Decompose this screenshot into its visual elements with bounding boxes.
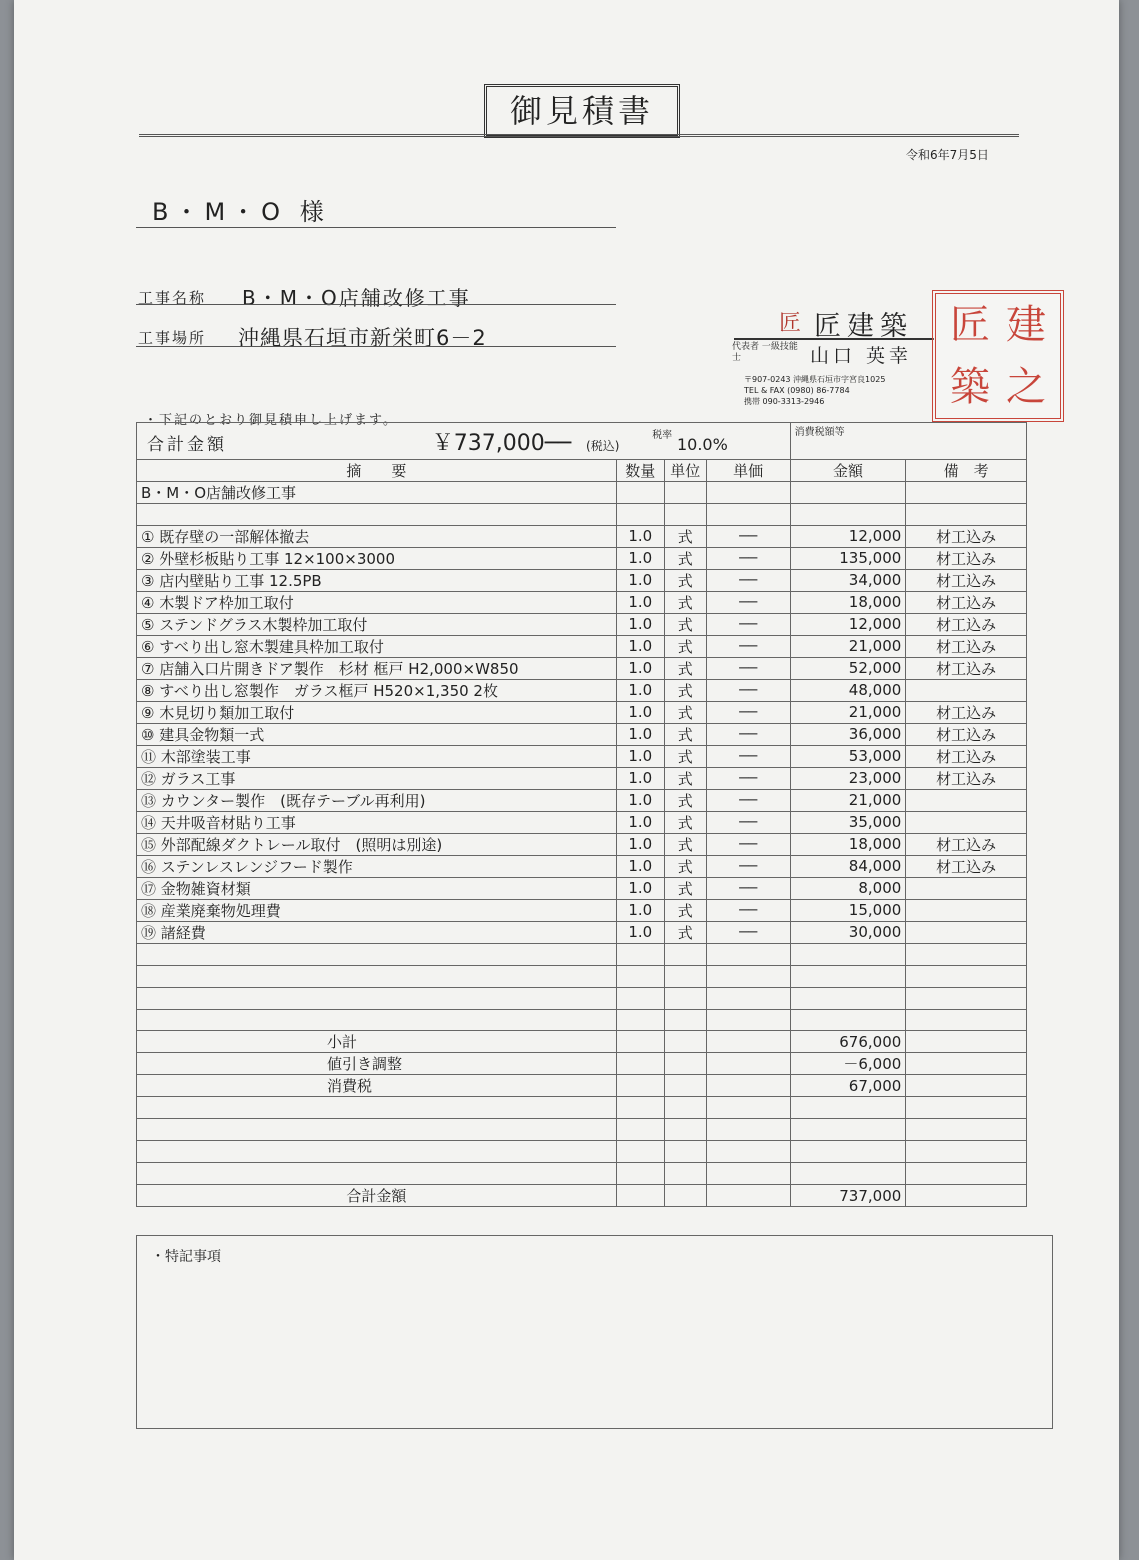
item-unit: 式 [664,635,706,657]
grand-total-label: 合計金額 [137,1185,617,1207]
item-unit: 式 [664,525,706,547]
blank-row [137,1119,1027,1141]
table-cell [616,1009,664,1031]
item-note: 材工込み [906,723,1027,745]
table-cell [137,1097,617,1119]
item-unit: 式 [664,679,706,701]
table-cell [706,1075,790,1097]
summary-row [137,423,1027,460]
item-unit: 式 [664,833,706,855]
item-description: ③ 店内壁貼り工事 12.5PB [137,569,617,591]
table-cell [616,1185,664,1207]
blank-row [137,504,1027,526]
item-quantity: 1.0 [616,635,664,657]
line-item-row [137,723,1027,745]
item-unit-price: ── [706,679,790,701]
line-item-row [137,679,1027,701]
item-description: ④ 木製ドア枠加工取付 [137,591,617,613]
item-quantity: 1.0 [616,855,664,877]
special-notes-label: ・特記事項 [151,1249,221,1265]
table-cell [137,1141,617,1163]
item-description: ⑫ ガラス工事 [137,767,617,789]
item-unit-price: ── [706,613,790,635]
blank-row [137,987,1027,1009]
tax-label: 消費税 [137,1075,617,1097]
item-unit-price: ── [706,569,790,591]
table-cell [790,987,906,1009]
item-amount: 36,000 [790,723,906,745]
column-headers [137,460,1027,482]
item-note: 材工込み [906,525,1027,547]
item-quantity: 1.0 [616,723,664,745]
item-quantity: 1.0 [616,833,664,855]
line-item-row [137,921,1027,943]
item-amount: 34,000 [790,569,906,591]
table-cell [790,1097,906,1119]
item-note [906,877,1027,899]
table-cell [906,1053,1027,1075]
item-quantity: 1.0 [616,569,664,591]
item-unit: 式 [664,855,706,877]
item-unit-price: ── [706,635,790,657]
table-cell [906,1075,1027,1097]
amount-header: 金額 [790,460,906,482]
table-cell [706,943,790,965]
client-underline [136,227,616,228]
item-unit: 式 [664,899,706,921]
table-cell [790,1141,906,1163]
item-unit: 式 [664,723,706,745]
line-item-row [137,789,1027,811]
line-item-row [137,569,1027,591]
table-cell [664,1097,706,1119]
company-name: 匠建築 [814,311,913,342]
table-cell [706,1097,790,1119]
item-description: ⑪ 木部塗装工事 [137,745,617,767]
line-item-row [137,833,1027,855]
line-item-row [137,547,1027,569]
table-cell [616,1097,664,1119]
table-cell [664,1053,706,1075]
notes-header: 備 考 [906,460,1027,482]
item-unit: 式 [664,921,706,943]
table-cell [137,987,617,1009]
document-title: 御見積書 [484,84,680,138]
table-cell [664,1119,706,1141]
table-cell [790,943,906,965]
grand-total-value: 737,000 [790,1185,906,1207]
item-note: 材工込み [906,701,1027,723]
subtotal-label: 小計 [137,1031,617,1053]
item-unit-price: ── [706,833,790,855]
item-unit: 式 [664,547,706,569]
price-header: 単価 [706,460,790,482]
mobile-line: 携帯 090-3313-2946 [744,397,825,406]
table-cell [906,1031,1027,1053]
item-note: 材工込み [906,635,1027,657]
item-amount: 21,000 [790,789,906,811]
item-unit-price: ── [706,767,790,789]
item-unit: 式 [664,613,706,635]
item-amount: 52,000 [790,657,906,679]
company-seal-stamp: 匠 建 築 之 [932,290,1064,422]
line-item-row [137,525,1027,547]
item-unit-price: ── [706,657,790,679]
line-item-row [137,899,1027,921]
section-title: B・M・O店舗改修工事 [137,482,617,504]
line-item-row [137,877,1027,899]
item-quantity: 1.0 [616,899,664,921]
qty-header: 数量 [616,460,664,482]
item-note [906,811,1027,833]
table-cell [906,1119,1027,1141]
blank-row [137,1163,1027,1185]
item-unit: 式 [664,811,706,833]
item-note: 材工込み [906,855,1027,877]
table-cell [706,1119,790,1141]
item-unit: 式 [664,789,706,811]
item-note: 材工込み [906,745,1027,767]
desc-header: 摘 要 [137,460,617,482]
blank-row [137,1097,1027,1119]
table-cell [790,1009,906,1031]
table-cell [137,1009,617,1031]
table-cell [706,1031,790,1053]
table-cell [137,943,617,965]
item-note [906,921,1027,943]
item-amount: 135,000 [790,547,906,569]
issue-date: 令和6年7月5日 [906,148,989,162]
company-address [744,374,885,407]
item-unit-price: ── [706,701,790,723]
table-cell [906,1163,1027,1185]
table-cell [616,965,664,987]
item-quantity: 1.0 [616,811,664,833]
project-site-label: 工事場所 [138,329,207,347]
item-unit-price: ── [706,877,790,899]
title-divider [139,134,1019,137]
table-cell [790,1119,906,1141]
blank-row [137,943,1027,965]
table-cell [664,1009,706,1031]
item-unit: 式 [664,591,706,613]
item-amount: 18,000 [790,591,906,613]
item-unit: 式 [664,569,706,591]
unit-header: 単位 [664,460,706,482]
item-note: 材工込み [906,657,1027,679]
table-cell [906,1009,1027,1031]
table-cell [616,1163,664,1185]
table-cell [664,1075,706,1097]
table-cell [706,965,790,987]
blank-row [137,965,1027,987]
discount-value: －6,000 [790,1053,906,1075]
representative-label: 代表者 一級技能士 [732,342,798,363]
subtotal-value: 676,000 [790,1031,906,1053]
tax-value: 67,000 [790,1075,906,1097]
item-note: 材工込み [906,833,1027,855]
item-amount: 84,000 [790,855,906,877]
item-amount: 48,000 [790,679,906,701]
subtotal-row [137,1031,1027,1053]
item-description: ⑧ すべり出し窓製作 ガラス框戸 H520×1,350 2枚 [137,679,617,701]
project-site: 沖縄県石垣市新栄町6－2 [238,326,487,350]
item-amount: 35,000 [790,811,906,833]
total-amount: ￥737,000── [431,430,572,456]
item-note: 材工込み [906,767,1027,789]
item-unit-price: ── [706,921,790,943]
tax-rate: 10.0% [676,434,728,454]
item-unit-price: ── [706,789,790,811]
table-cell [790,1163,906,1185]
table-cell [664,1163,706,1185]
item-note [906,899,1027,921]
item-unit: 式 [664,701,706,723]
item-description: ⑤ ステンドグラス木製枠加工取付 [137,613,617,635]
project-name-underline [136,304,616,305]
item-unit: 式 [664,745,706,767]
estimate-table [136,422,1027,1207]
item-unit-price: ── [706,723,790,745]
item-amount: 23,000 [790,767,906,789]
line-item-row [137,767,1027,789]
item-amount: 18,000 [790,833,906,855]
table-cell [664,1031,706,1053]
table-cell [706,987,790,1009]
intro-text: ・下記のとおり御見積申し上げます。 [144,413,398,428]
total-label: 合計金額 [147,434,227,455]
item-description: ① 既存壁の一部解体撤去 [137,525,617,547]
item-quantity: 1.0 [616,877,664,899]
project-name-label: 工事名称 [138,289,207,307]
item-description: ⑲ 諸経費 [137,921,617,943]
item-quantity: 1.0 [616,613,664,635]
table-cell [616,943,664,965]
blank-row [137,1141,1027,1163]
item-amount: 8,000 [790,877,906,899]
table-cell [616,1053,664,1075]
table-cell [906,943,1027,965]
item-description: ⑦ 店舗入口片開きドア製作 杉材 框戸 H2,000×W850 [137,657,617,679]
item-description: ⑩ 建具金物類一式 [137,723,617,745]
blank-row [137,1009,1027,1031]
line-item-row [137,635,1027,657]
table-cell [664,1185,706,1207]
table-cell [706,1185,790,1207]
item-unit: 式 [664,657,706,679]
estimate-sheet [14,0,1119,1560]
item-unit-price: ── [706,591,790,613]
item-quantity: 1.0 [616,657,664,679]
table-cell [906,965,1027,987]
address-line: 〒907-0243 沖縄県石垣市字宮良1025 [744,375,886,384]
item-quantity: 1.0 [616,525,664,547]
table-cell [664,987,706,1009]
line-item-row [137,657,1027,679]
table-cell [664,965,706,987]
item-unit-price: ── [706,899,790,921]
table-cell [906,1097,1027,1119]
item-unit-price: ── [706,547,790,569]
table-cell [616,1119,664,1141]
item-description: ② 外壁杉板貼り工事 12×100×3000 [137,547,617,569]
item-note [906,679,1027,701]
discount-row [137,1053,1027,1075]
table-cell [664,1141,706,1163]
item-description: ⑮ 外部配線ダクトレール取付 (照明は別途) [137,833,617,855]
item-description: ⑯ ステンレスレンジフード製作 [137,855,617,877]
item-description: ⑰ 金物雑資材類 [137,877,617,899]
tax-rate-label: 税率 [652,429,673,441]
table-cell [616,1075,664,1097]
item-quantity: 1.0 [616,767,664,789]
project-name: B・M・O店舗改修工事 [242,286,471,310]
item-quantity: 1.0 [616,921,664,943]
table-cell [664,943,706,965]
item-description: ⑥ すべり出し窓木製建具枠加工取付 [137,635,617,657]
item-amount: 21,000 [790,635,906,657]
tel-fax-line: TEL & FAX (0980) 86-7784 [744,386,850,395]
tax-row [137,1075,1027,1097]
grand-total-row [137,1185,1027,1207]
table-cell [906,1185,1027,1207]
line-item-row [137,745,1027,767]
item-amount: 30,000 [790,921,906,943]
table-cell [137,1119,617,1141]
table-cell [137,965,617,987]
item-quantity: 1.0 [616,679,664,701]
item-quantity: 1.0 [616,547,664,569]
table-cell [706,1141,790,1163]
section-row [137,482,1027,504]
table-cell [706,1163,790,1185]
company-underline [734,338,934,340]
item-quantity: 1.0 [616,701,664,723]
tax-included-label: (税込) [586,438,620,453]
table-cell [616,1031,664,1053]
item-unit-price: ── [706,745,790,767]
item-unit: 式 [664,877,706,899]
project-site-underline [136,346,616,347]
item-amount: 21,000 [790,701,906,723]
table-cell [790,965,906,987]
item-note [906,789,1027,811]
item-unit-price: ── [706,811,790,833]
item-description: ⑨ 木見切り類加工取付 [137,701,617,723]
table-cell [706,1009,790,1031]
line-item-row [137,855,1027,877]
table-cell [706,1053,790,1075]
item-quantity: 1.0 [616,745,664,767]
item-note: 材工込み [906,591,1027,613]
table-cell [906,1141,1027,1163]
line-item-row [137,811,1027,833]
item-quantity: 1.0 [616,789,664,811]
item-amount: 53,000 [790,745,906,767]
representative-name: 山口 英幸 [810,345,913,367]
line-item-row [137,613,1027,635]
item-amount: 12,000 [790,525,906,547]
special-notes-box [136,1235,1053,1429]
table-cell [616,987,664,1009]
line-item-row [137,701,1027,723]
item-note: 材工込み [906,613,1027,635]
table-cell [906,987,1027,1009]
item-note: 材工込み [906,547,1027,569]
discount-label: 値引き調整 [137,1053,617,1075]
item-unit: 式 [664,767,706,789]
tax-amount-label: 消費税額等 [790,423,1026,460]
line-item-row [137,591,1027,613]
table-cell [137,1163,617,1185]
client-name: B・M・O 様 [152,198,330,226]
item-quantity: 1.0 [616,591,664,613]
table-cell [616,1141,664,1163]
item-unit-price: ── [706,855,790,877]
company-logo-icon: 匠 [779,311,802,336]
item-note: 材工込み [906,569,1027,591]
item-description: ⑭ 天井吸音材貼り工事 [137,811,617,833]
item-amount: 15,000 [790,899,906,921]
item-description: ⑬ カウンター製作 (既存テーブル再利用) [137,789,617,811]
item-description: ⑱ 産業廃棄物処理費 [137,899,617,921]
item-unit-price: ── [706,525,790,547]
item-amount: 12,000 [790,613,906,635]
